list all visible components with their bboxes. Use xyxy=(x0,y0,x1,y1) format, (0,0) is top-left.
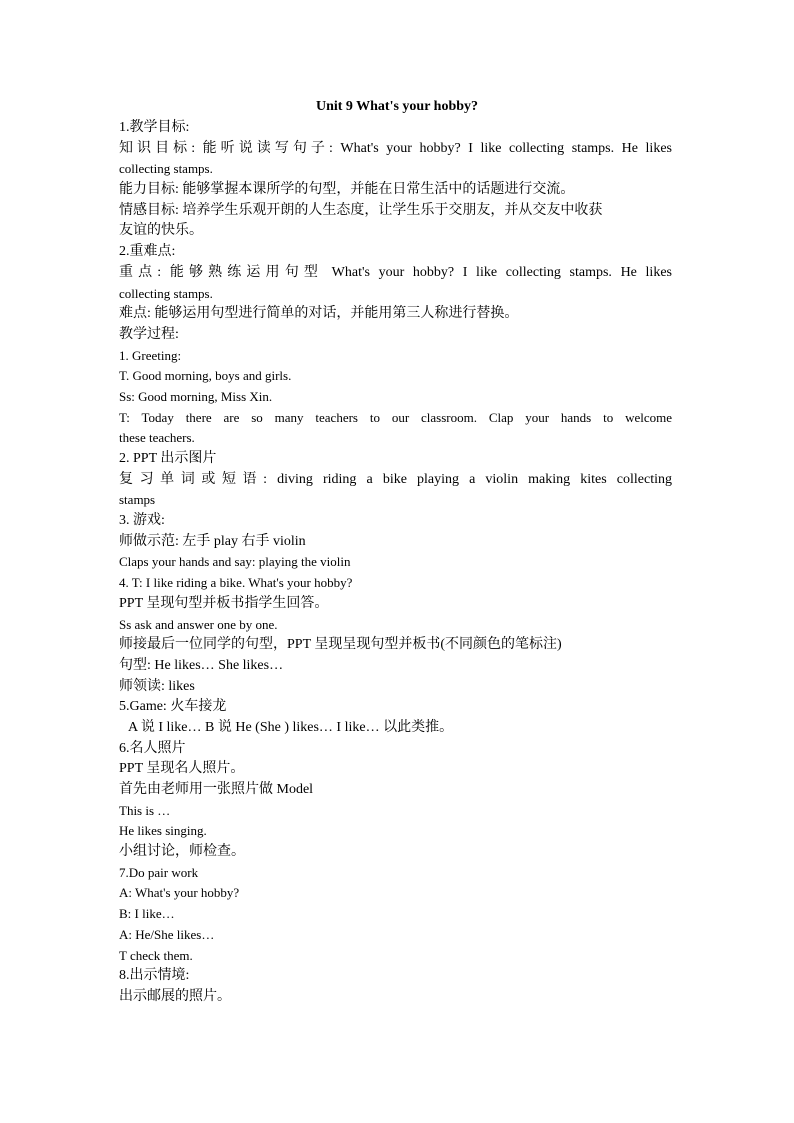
text-line: 师做示范: 左手 play 右手 violin xyxy=(119,533,306,549)
text-line: these teachers. xyxy=(119,430,195,446)
text-line: A: What's your hobby? xyxy=(119,885,240,901)
text-line: This is … xyxy=(119,802,171,818)
text-line: 小组讨论，师检查。 xyxy=(119,844,245,860)
text-line: Ss: Good morning, Miss Xin. xyxy=(119,388,273,404)
text-line: T. Good morning, boys and girls. xyxy=(119,368,292,384)
text-line: 1.教学目标: xyxy=(119,120,190,135)
text-line: T check them. xyxy=(119,947,193,963)
text-line: PPT 呈现名人照片。 xyxy=(119,761,245,777)
text-line: 6.名人照片 xyxy=(119,740,186,756)
text-line: 3. 游戏: xyxy=(119,513,165,529)
text-line: 难点: 能够运用句型进行简单的对话，并能用第三人称进行替换。 xyxy=(119,306,519,322)
text-line: collecting stamps. xyxy=(119,161,213,177)
text-line: 师接最后一位同学的句型，PPT 呈现呈现句型并板书(不同颜色的笔标注) xyxy=(119,637,562,653)
text-line: 句型: He likes… She likes… xyxy=(119,657,284,673)
text-line: stamps xyxy=(119,492,156,508)
text-line: collecting stamps. xyxy=(119,285,213,301)
text-line: 复习单词或短语: diving riding a bike playing a violin making kites collecting xyxy=(119,471,672,487)
text-line: Claps your hands and say: playing the violin xyxy=(119,554,351,570)
text-line: T: Today there are so many teachers to our classroom. Clap your hands to welcome xyxy=(119,409,672,425)
document-body xyxy=(119,118,672,1008)
text-line: A: He/She likes… xyxy=(119,926,215,942)
text-line: 教学过程: xyxy=(119,326,179,342)
text-line: 1. Greeting: xyxy=(119,347,182,363)
text-line: A 说 I like… B 说 He (She ) likes… I like… 以此类推。 xyxy=(128,719,454,735)
text-line: 能力目标: 能够掌握本课所学的句型，并能在日常生活中的话题进行交流。 xyxy=(119,182,575,198)
text-line: 重点: 能够熟练运用句型 What's your hobby? I like collecting stamps. He likes xyxy=(119,264,672,280)
text-line: 2. PPT 出示图片 xyxy=(119,451,217,466)
text-line: 5.Game: 火车接龙 xyxy=(119,699,227,715)
text-line: 4. T: I like riding a bike. What's your hobby? xyxy=(119,575,353,591)
document-title: Unit 9 What's your hobby? xyxy=(315,99,479,114)
text-line: B: I like… xyxy=(119,906,175,922)
text-line: 2.重难点: xyxy=(119,244,176,260)
text-line: 情感目标: 培养学生乐观开朗的人生态度，让学生乐于交朋友，并从交友中收获 xyxy=(119,202,603,218)
text-line: 7.Do pair work xyxy=(119,864,199,880)
text-line: PPT 呈现句型并板书指学生回答。 xyxy=(119,595,329,611)
text-line: 知识目标: 能听说读写句子: What's your hobby? I like collecting stamps. He likes xyxy=(119,140,672,156)
text-line: 出示邮展的照片。 xyxy=(119,988,231,1004)
text-line: 8.出示情境: xyxy=(119,968,190,984)
text-line: 首先由老师用一张照片做 Model xyxy=(119,782,314,797)
text-line: 友谊的快乐。 xyxy=(119,223,203,239)
text-line: 师领读: likes xyxy=(119,678,195,694)
text-line: He likes singing. xyxy=(119,823,207,839)
text-line: Ss ask and answer one by one. xyxy=(119,616,278,632)
